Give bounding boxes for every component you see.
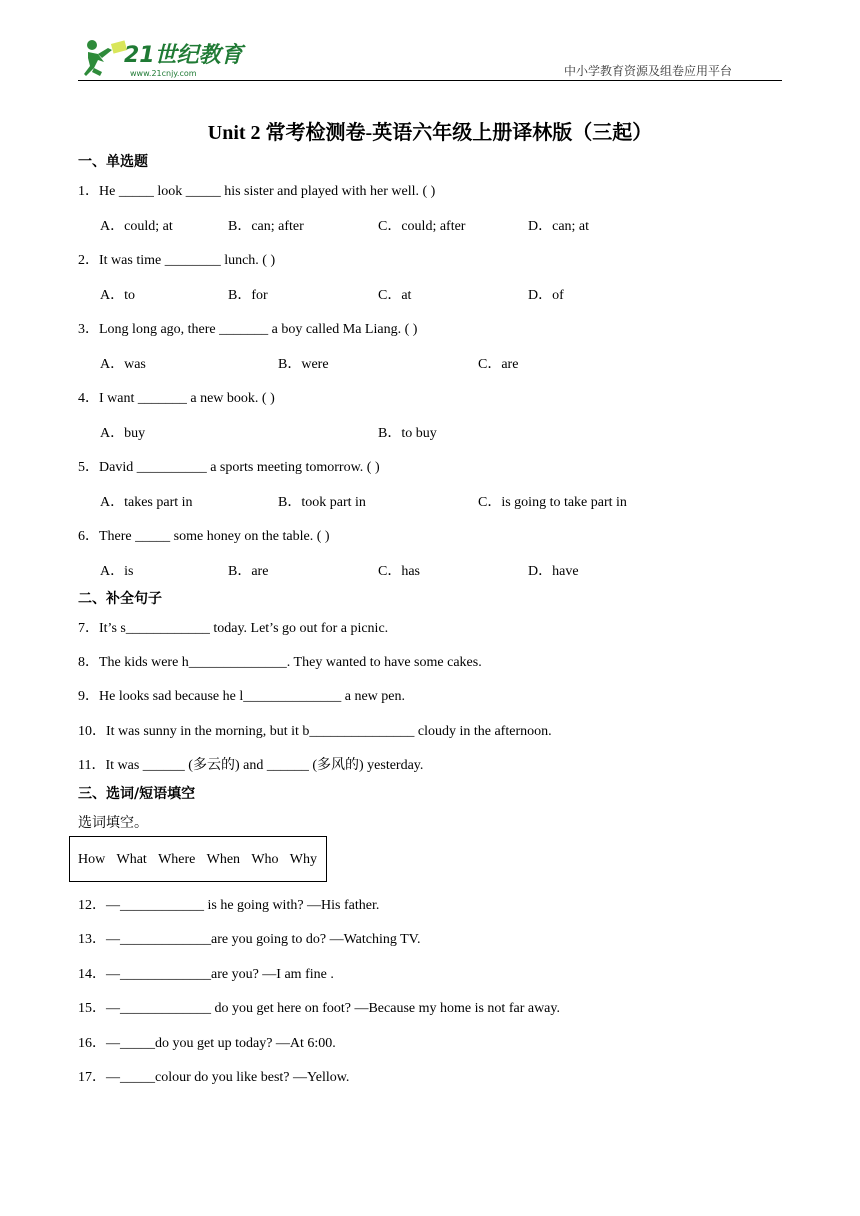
- logo: [78, 36, 248, 80]
- question-5: 5．David __________ a sports meeting tomorrow. ( ): [78, 460, 380, 475]
- word-box: [69, 836, 327, 882]
- option-2c: C．at: [378, 288, 412, 303]
- fill-question-11: 11．It was ______ (多云的) and ______ (多风的) yesterday.: [78, 758, 424, 773]
- option-2d: D．of: [528, 288, 564, 303]
- section-heading-1: 一、单选题: [78, 154, 148, 170]
- option-2b: B．for: [228, 288, 268, 303]
- logo-url: www.21cnjy.com: [130, 69, 197, 78]
- option-1a: A．could; at: [100, 219, 173, 234]
- option-3c: C．are: [478, 357, 519, 372]
- word-option: When: [206, 852, 241, 867]
- word-option: Who: [251, 852, 279, 867]
- option-6c: C．has: [378, 564, 420, 579]
- option-5c: C．is going to take part in: [478, 495, 627, 510]
- word-option: What: [116, 852, 147, 867]
- option-5b: B．took part in: [278, 495, 366, 510]
- fill-question-8: 8．The kids were h______________. They wanted to have some cakes.: [78, 655, 482, 670]
- option-1b: B．can; after: [228, 219, 304, 234]
- fill-question-10: 10．It was sunny in the morning, but it b_______________ cloudy in the afternoon.: [78, 724, 552, 739]
- option-3b: B．were: [278, 357, 329, 372]
- header-divider: [78, 80, 782, 81]
- choose-question-15: 15．—_____________ do you get here on foot? —Because my home is not far away.: [78, 1001, 560, 1016]
- choose-question-14: 14．—_____________are you? —I am fine .: [78, 967, 334, 982]
- runner-logo-icon: [78, 36, 248, 80]
- option-2a: A．to: [100, 288, 135, 303]
- platform-label: 中小学教育资源及组卷应用平台: [563, 64, 732, 78]
- option-6b: B．are: [228, 564, 269, 579]
- question-6: 6．There _____ some honey on the table. ( ): [78, 529, 330, 544]
- option-1c: C．could; after: [378, 219, 466, 234]
- word-option: Where: [158, 852, 196, 867]
- choose-question-17: 17．—_____colour do you like best? —Yellow.: [78, 1070, 350, 1085]
- option-5a: A．takes part in: [100, 495, 193, 510]
- choose-question-12: 12．—____________ is he going with? —His father.: [78, 898, 380, 913]
- logo-text: 21世纪教育: [124, 43, 243, 68]
- question-2: 2．It was time ________ lunch. ( ): [78, 253, 276, 268]
- word-option: Why: [289, 852, 317, 867]
- option-6a: A．is: [100, 564, 134, 579]
- section-heading-2: 二、补全句子: [78, 591, 162, 607]
- choose-question-16: 16．—_____do you get up today? —At 6:00.: [78, 1036, 336, 1051]
- option-1d: D．can; at: [528, 219, 590, 234]
- choose-question-13: 13．—_____________are you going to do? —Watching TV.: [78, 932, 421, 947]
- option-6d: D．have: [528, 564, 579, 579]
- fill-question-7: 7．It’s s____________ today. Let’s go out for a picnic.: [78, 621, 389, 636]
- word-option: How: [78, 852, 106, 867]
- question-4: 4．I want _______ a new book. ( ): [78, 391, 275, 406]
- option-4a: A．buy: [100, 426, 146, 441]
- page-title: Unit 2 常考检测卷-英语六年级上册译林版（三起）: [207, 122, 653, 144]
- question-3: 3．Long long ago, there _______ a boy called Ma Liang. ( ): [78, 322, 418, 337]
- fill-question-9: 9．He looks sad because he l______________ a new pen.: [78, 689, 405, 704]
- option-3a: A．was: [100, 357, 146, 372]
- question-1: 1．He _____ look _____ his sister and played with her well. ( ): [78, 184, 436, 199]
- option-4b: B．to buy: [378, 426, 437, 441]
- instruction: 选词填空。: [78, 815, 148, 831]
- section-heading-3: 三、选词/短语填空: [78, 786, 196, 802]
